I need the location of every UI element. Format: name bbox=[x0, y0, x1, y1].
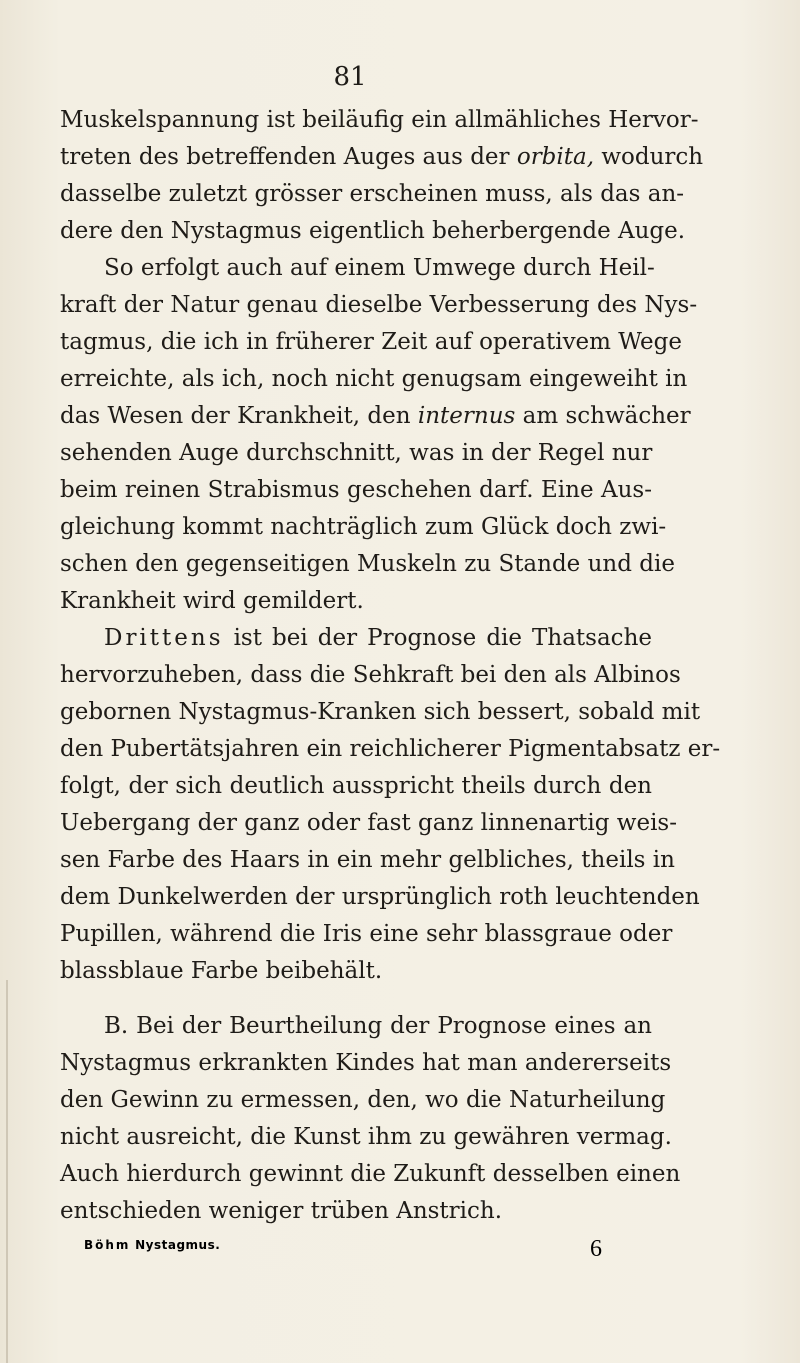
text-line-7: tagmus, die ich in früherer Zeit auf operativem Wege bbox=[60, 329, 682, 355]
sheet-number: 6 bbox=[590, 1236, 602, 1262]
text-line-24: blassblaue Farbe beibehält. bbox=[60, 958, 383, 984]
text-line-19: folgt, der sich deutlich ausspricht theils durch den bbox=[60, 773, 652, 799]
page-number: 81 bbox=[333, 62, 367, 92]
text-line-10: sehenden Auge durchschnitt, was in der Regel nur bbox=[60, 440, 653, 466]
text-line-18: den Pubertätsjahren ein reichlicherer Pigmentabsatz er- bbox=[60, 736, 721, 762]
footer-title: Nystagmus. bbox=[135, 1238, 221, 1252]
text-line-8: erreichte, als ich, noch nicht genugsam eingeweiht in bbox=[60, 366, 688, 392]
italic-internus: internus bbox=[417, 403, 516, 429]
text-line-26: Nystagmus erkrankten Kindes hat man andererseits bbox=[60, 1050, 672, 1076]
text-line-11: beim reinen Strabismus geschehen darf. Eine Aus- bbox=[60, 477, 652, 503]
text-line-1: Muskelspannung ist beiläufig ein allmähliches Hervor- bbox=[60, 107, 699, 133]
footer-signature bbox=[84, 1238, 220, 1252]
text-line-22: dem Dunkelwerden der ursprünglich roth leuchtenden bbox=[60, 884, 700, 910]
text-line-17: gebornen Nystagmus-Kranken sich bessert, sobald mit bbox=[60, 699, 701, 725]
text-line-12: gleichung kommt nachträglich zum Glück doch zwi- bbox=[60, 514, 667, 540]
footer-author: Böhm bbox=[84, 1238, 131, 1252]
text-line-5: So erfolgt auch auf einem Umwege durch Heil- bbox=[104, 255, 655, 281]
text-line-27: den Gewinn zu ermessen, den, wo die Naturheilung bbox=[60, 1087, 666, 1113]
text-line-25: B. Bei der Beurtheilung der Prognose eines an bbox=[104, 1013, 652, 1039]
text-line-23: Pupillen, während die Iris eine sehr blassgraue oder bbox=[60, 921, 673, 947]
text-line-13: schen den gegenseitigen Muskeln zu Stande und die bbox=[60, 551, 675, 577]
text-line-3: dasselbe zuletzt grösser erscheinen muss, als das an- bbox=[60, 181, 685, 207]
italic-orbita: orbita, bbox=[516, 144, 595, 170]
page-edge-line bbox=[6, 980, 8, 1363]
text-line-14: Krankheit wird gemildert. bbox=[60, 588, 364, 614]
text-line-4: dere den Nystagmus eigentlich beherbergende Auge. bbox=[60, 218, 686, 244]
text-line-2-start: treten des betreffenden Auges aus der bbox=[60, 144, 510, 170]
text-line-15 bbox=[104, 622, 652, 654]
text-line-28: nicht ausreicht, die Kunst ihm zu gewähren vermag. bbox=[60, 1124, 672, 1150]
text-line-16: hervorzuheben, dass die Sehkraft bei den als Albinos bbox=[60, 662, 681, 688]
text-line-21: sen Farbe des Haars in ein mehr gelbliches, theils in bbox=[60, 847, 675, 873]
text-line-15-end: ist bei der Prognose die Thatsache bbox=[223, 625, 652, 651]
text-line-29: Auch hierdurch gewinnt die Zukunft desselben einen bbox=[60, 1161, 681, 1187]
text-line-9-end: am schwächer bbox=[515, 403, 691, 429]
text-line-2-end: wodurch bbox=[594, 144, 704, 170]
text-line-9 bbox=[60, 400, 691, 432]
text-line-30: entschieden weniger trüben Anstrich. bbox=[60, 1198, 503, 1224]
emphasis-drittens: Drittens bbox=[104, 625, 224, 651]
text-line-2 bbox=[60, 141, 704, 173]
text-line-20: Uebergang der ganz oder fast ganz linnenartig weis- bbox=[60, 810, 678, 836]
text-line-6: kraft der Natur genau dieselbe Verbesserung des Nys- bbox=[60, 292, 698, 318]
text-line-9-start: das Wesen der Krankheit, den bbox=[60, 403, 411, 429]
